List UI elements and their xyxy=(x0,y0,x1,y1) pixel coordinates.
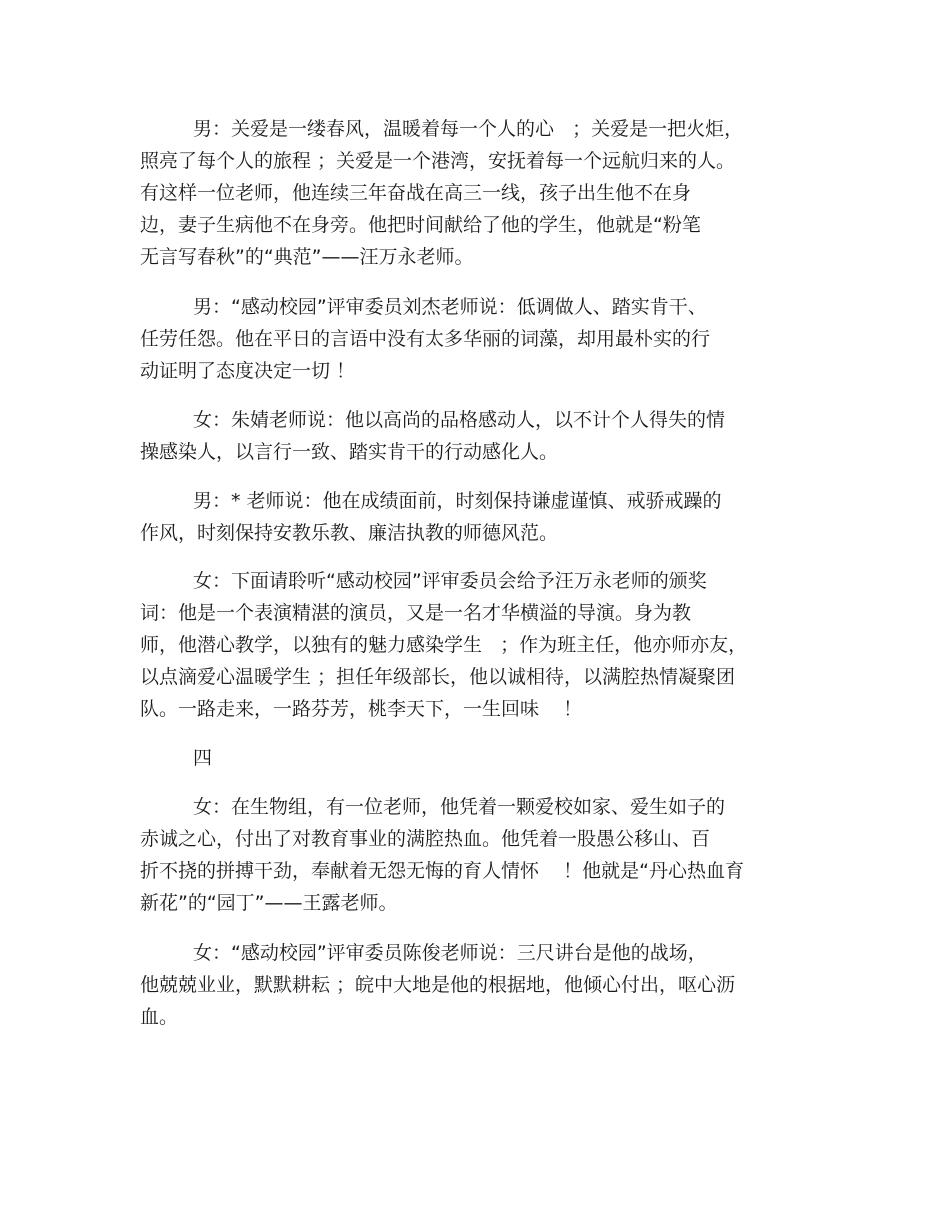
paragraph-4-line-2: 作风，时刻保持安教乐教、廉洁执教的师德风范。 xyxy=(140,522,559,544)
paragraph-1-line-4: 边，妻子生病他不在身旁。他把时间献给了他的学生，他就是“粉笔 xyxy=(140,214,701,236)
paragraph-5-line-5: 队。一路走来，一路芬芳，桃李天下，一生回味 ！ xyxy=(140,698,583,720)
paragraph-6-line-1: 女：在生物组，有一位老师，他凭着一颗爱校如家、爱生如子的 xyxy=(193,796,726,818)
paragraph-1-line-5: 无言写春秋”的“典范”——汪万永老师。 xyxy=(140,246,474,268)
paragraph-1-line-3: 有这样一位老师，他连续三年奋战在高三一线，孩子出生他不在身 xyxy=(140,182,692,204)
paragraph-2-line-1: 男：“感动校园”评审委员刘杰老师说：低调做人、踏实肯干、 xyxy=(193,296,707,318)
paragraph-6-line-4: 新花”的“园丁”——王露老师。 xyxy=(140,892,398,914)
paragraph-7-line-1: 女：“感动校园”评审委员陈俊老师说：三尺讲台是他的战场， xyxy=(193,942,707,964)
paragraph-2-line-2: 任劳任怨。他在平日的言语中没有太多华丽的词藻，却用最朴实的行 xyxy=(140,328,711,350)
paragraph-3-line-1: 女：朱婧老师说：他以高尚的品格感动人，以不计个人得失的情 xyxy=(193,409,726,431)
paragraph-1-line-1: 男：关爱是一缕春风，温暖着每一个人的心 ；关爱是一把火炬， xyxy=(193,118,744,140)
section-number: 四 xyxy=(193,747,213,769)
paragraph-7-line-2: 他兢兢业业，默默耕耘 ；皖中大地是他的根据地，他倾心付出，呕心沥 xyxy=(140,974,736,996)
paragraph-5-line-4: 以点滴爱心温暖学生 ；担任年级部长，他以诚相待，以满腔热情凝聚团 xyxy=(140,666,736,688)
paragraph-5-line-2: 词：他是一个表演精湛的演员，又是一名才华横溢的导演。身为教 xyxy=(140,602,692,624)
paragraph-7-line-3: 血。 xyxy=(140,1006,179,1028)
paragraph-5-line-1: 女：下面请聆听“感动校园”评审委员会给予汪万永老师的颁奖 xyxy=(193,570,707,592)
paragraph-5-line-3: 师，他潜心教学，以独有的魅力感染学生 ；作为班主任，他亦师亦友， xyxy=(140,634,748,656)
paragraph-2-line-3: 动证明了态度决定一切 ！ xyxy=(140,360,356,382)
paragraph-3-line-2: 操感染人，以言行一致、踏实肯干的行动感化人。 xyxy=(140,441,559,463)
paragraph-6-line-3: 折不挠的拼搏干劲，奉献着无怨无悔的育人情怀 ！他就是“丹心热血育 xyxy=(140,860,745,882)
paragraph-1-line-2: 照亮了每个人的旅程 ；关爱是一个港湾，安抚着每一个远航归来的人。 xyxy=(140,150,736,172)
paragraph-6-line-2: 赤诚之心，付出了对教育事业的满腔热血。他凭着一股愚公移山、百 xyxy=(140,828,711,850)
paragraph-4-line-1: 男：* 老师说：他在成绩面前，时刻保持谦虚谨慎、戒骄戒躁的 xyxy=(193,490,722,512)
